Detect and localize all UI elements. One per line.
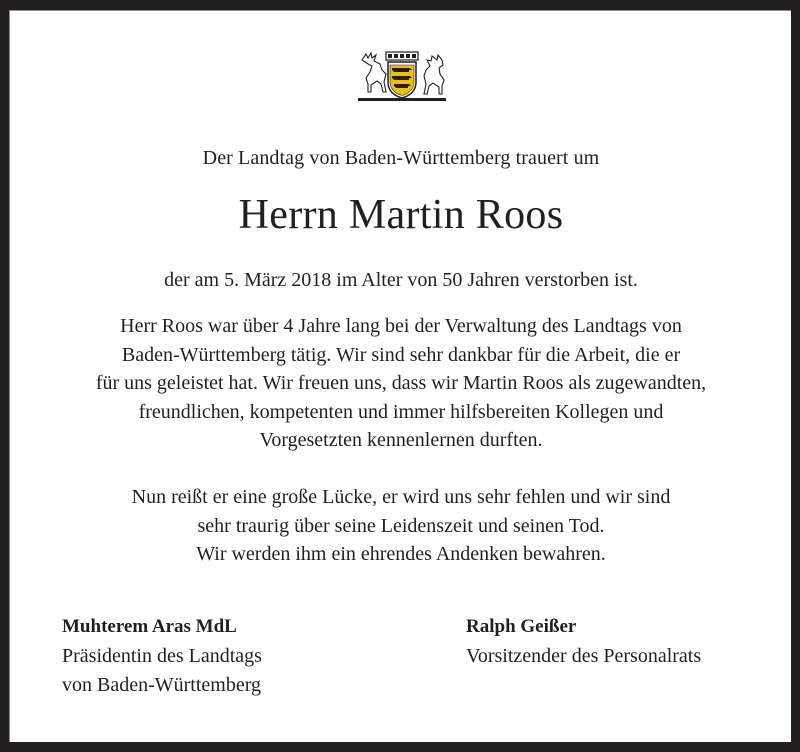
- signatory-president: [62, 612, 262, 701]
- obituary-sheet: [9, 10, 791, 742]
- condolence-line: Nun reißt er eine große Lücke, er wird uns sehr fehlen und wir sind: [131, 486, 671, 508]
- tribute-line: freundlichen, kompetenten und immer hilfsbereiten Kollegen und: [138, 400, 664, 423]
- intro-line: Der Landtag von Baden-Württemberg trauert um: [202, 147, 600, 169]
- condolence-paragraph: [10, 483, 792, 569]
- signatory-title: von Baden-Württemberg: [62, 674, 262, 696]
- tribute-paragraph: [10, 312, 792, 455]
- signatory-staff-council: [466, 612, 701, 671]
- signatory-name: Ralph Geißer: [466, 616, 577, 637]
- signatory-title: Präsidentin des Landtags: [62, 644, 262, 667]
- tribute-line: Herr Roos war über 4 Jahre lang bei der Verwaltung des Landtags von: [120, 315, 682, 337]
- tribute-line: Vorgesetzten kennenlernen durften.: [259, 429, 543, 451]
- signatory-title: Vorsitzender des Personalrats: [466, 644, 702, 667]
- coat-of-arms-icon: [354, 48, 450, 102]
- tribute-line: für uns geleistet hat. Wir freuen uns, dass wir Martin Roos als zugewandten,: [95, 372, 707, 394]
- death-date-line: der am 5. März 2018 im Alter von 50 Jahren verstorben ist.: [164, 269, 638, 291]
- signatory-name: Muhterem Aras MdL: [62, 616, 237, 637]
- tribute-line: Baden-Württemberg tätig. Wir sind sehr dankbar für die Arbeit, die er: [121, 343, 681, 366]
- condolence-line: sehr traurig über seine Leidenszeit und seinen Tod.: [197, 514, 605, 537]
- deceased-name: Herrn Martin Roos: [238, 192, 564, 238]
- condolence-line: Wir werden ihm ein ehrendes Andenken bewahren.: [196, 543, 606, 565]
